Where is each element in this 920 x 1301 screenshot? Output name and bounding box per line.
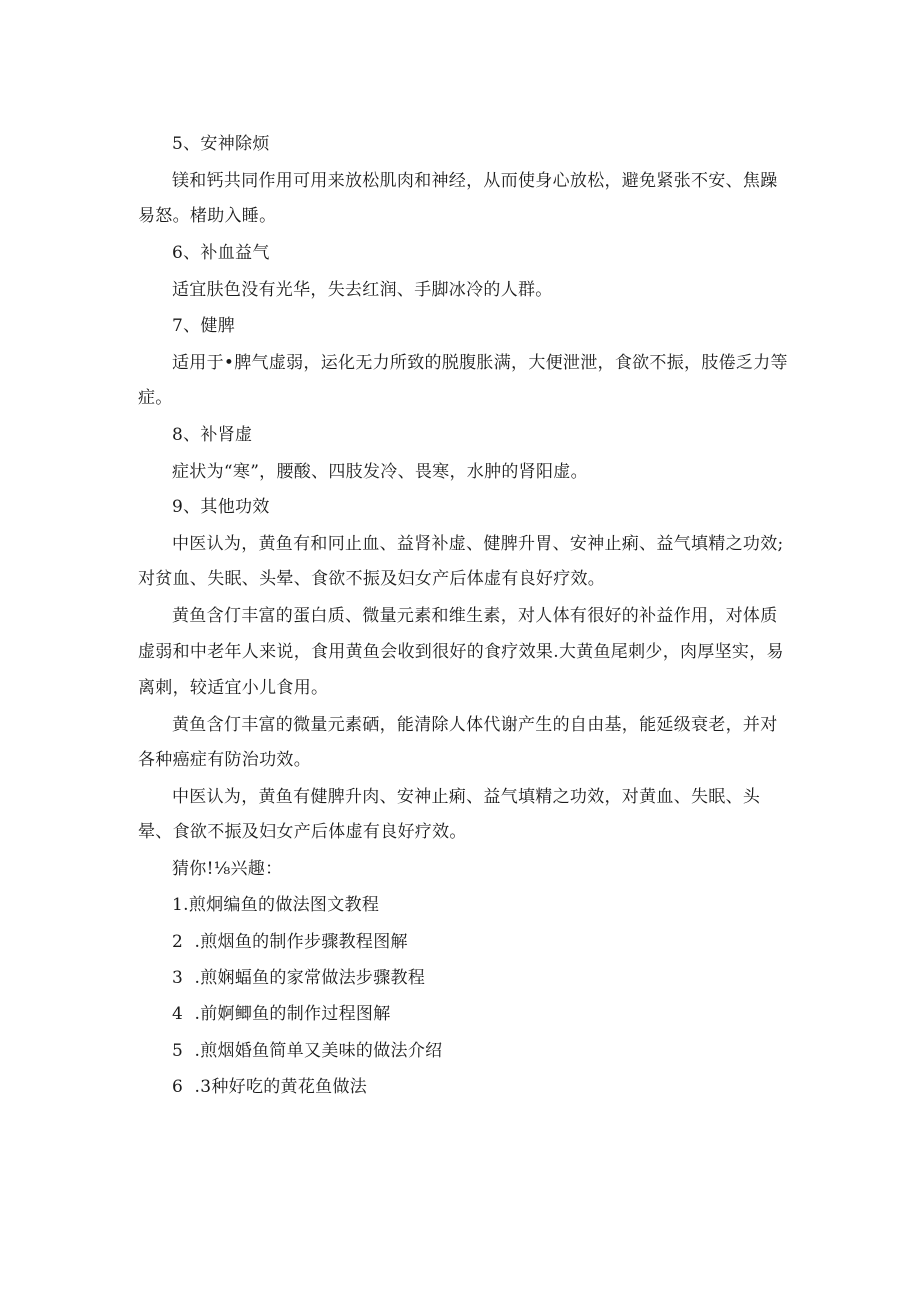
related-link[interactable]: 1.煎炯编鱼的做法图文教程 <box>172 895 380 915</box>
paragraph-line: 对贫血、失眠、头晕、食欲不振及妇女产后体虚有良好疗效。 <box>138 569 606 589</box>
section-heading: 7、健脾 <box>172 316 236 336</box>
body-line: 症。 <box>138 388 173 408</box>
related-link[interactable]: 3 .煎娴蝠鱼的家常做法步骤教程 <box>172 968 426 988</box>
related-link[interactable]: 4 .前婀鲫鱼的制作过程图解 <box>172 1004 391 1024</box>
related-title: 猜你!⅛兴趣： <box>172 859 283 879</box>
section-heading: 9、其他功效 <box>172 497 270 517</box>
paragraph-line: 各种癌症有防治功效。 <box>138 750 311 770</box>
body-line: 症状为“寒”，腰酸、四肢发冷、畏寒，水肿的肾阳虚。 <box>172 462 588 482</box>
related-link[interactable]: 6 .3种好吃的黄花鱼做法 <box>172 1077 368 1097</box>
body-line: 镁和钙共同作用可用来放松肌肉和神经，从而使身心放松，避免紧张不安、焦躁 <box>172 171 778 191</box>
body-line: 易怒。楮助入睡。 <box>138 206 277 226</box>
section-heading: 5、安神除烦 <box>172 134 270 154</box>
related-link[interactable]: 2 .煎烟鱼的制作步骤教程图解 <box>172 932 408 952</box>
section-heading: 6、补血益气 <box>172 243 270 263</box>
paragraph-line: 中医认为，黄鱼有和冋止血、益肾补虚、健脾升胃、安神止痢、益气填精之功效; <box>172 534 784 554</box>
paragraph-line: 虚弱和中老年人来说，食用黄鱼会收到很好的食疗效果.大黄鱼尾刺少，肉厚坚实，易 <box>138 642 784 662</box>
body-line: 适宜肤色没有光华，失去红润、手脚冰冷的人群。 <box>172 280 553 300</box>
paragraph-line: 中医认为，黄鱼有健脾升肉、安神止痢、益气填精之功效，对黄血、失眠、头 <box>172 787 761 807</box>
related-link[interactable]: 5 .煎烟婚鱼简单又美味的做法介绍 <box>172 1041 443 1061</box>
body-line: 适用于•脾气虚弱，运化无力所致的脱腹胀满，大便泄泄，食欲不振，肢倦乏力等 <box>172 353 788 373</box>
paragraph-line: 黄鱼含仃丰富的蛋白质、微量元素和维生素，对人体有很好的补益作用，对体质 <box>172 606 778 626</box>
paragraph-line: 离刺，较适宜小儿食用。 <box>138 678 329 698</box>
section-heading: 8、补肾虚 <box>172 425 253 445</box>
paragraph-line: 晕、食欲不振及妇女产后体虚有良好疗效。 <box>138 822 467 842</box>
paragraph-line: 黄鱼含仃丰富的微量元素硒，能清除人体代谢产生的自由基，能延级衰老，并对 <box>172 715 778 735</box>
